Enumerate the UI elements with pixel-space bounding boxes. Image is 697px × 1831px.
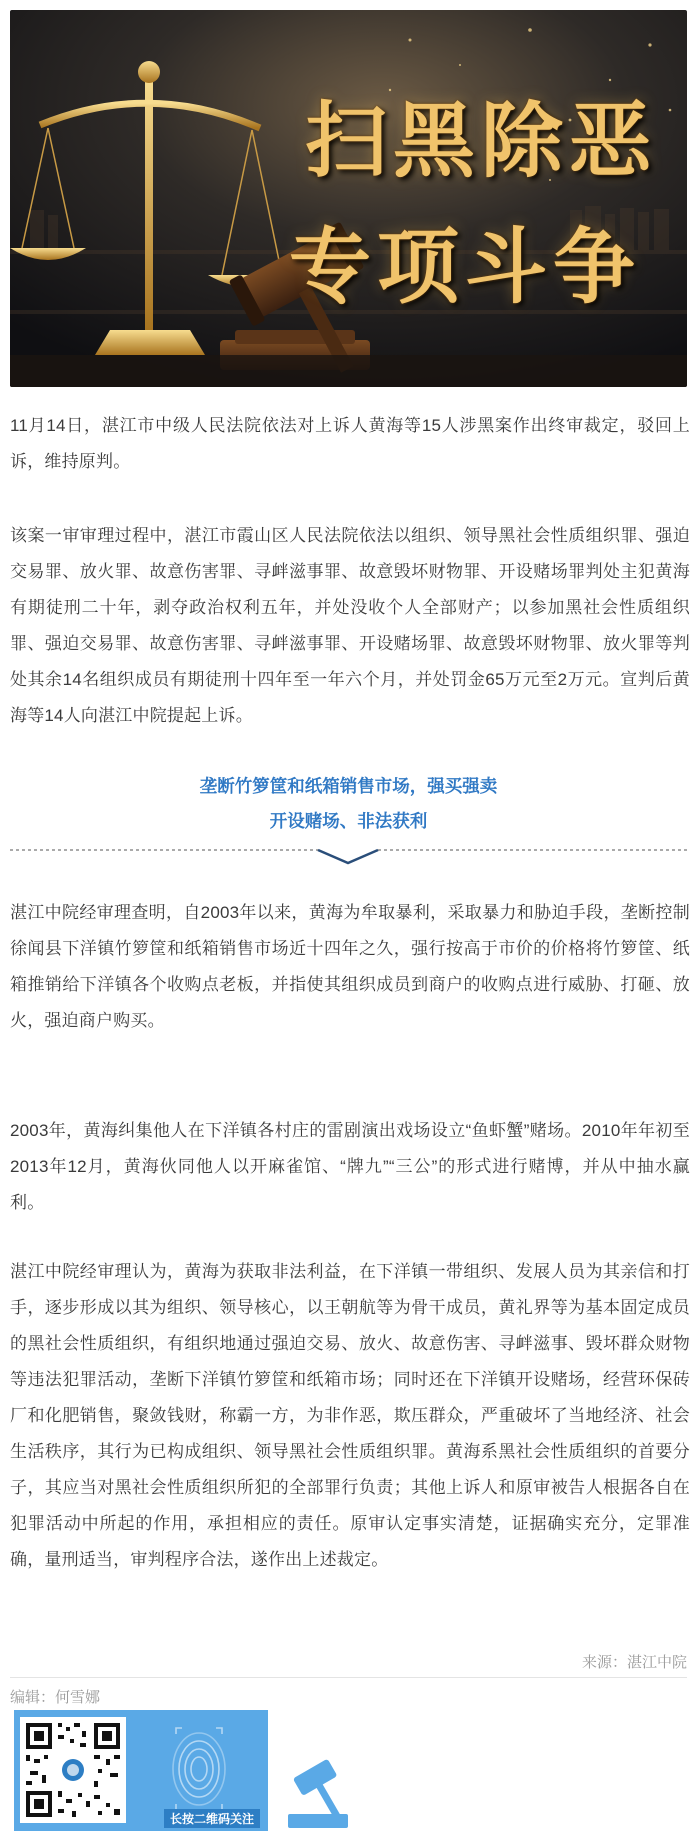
footer-divider bbox=[10, 1677, 687, 1678]
qr-follow-card bbox=[14, 1710, 268, 1831]
article-paragraph: 该案一审审理过程中，湛江市霞山区人民法院依法以组织、领导黑社会性质组织罪、强迫交易罪、放火罪、故意伤害罪、寻衅滋事罪、故意毁坏财物罪、开设赌场罪判处主犯黄海有期徒刑二十年，剥夺政治权利五年，并处没收个人全部财产；以参加黑社会性质组织罪、强迫交易罪、故意伤害罪、寻衅滋事罪、开设赌场罪、故意毁坏财物罪、放火罪等判处其余14名组织成员有期徒刑十四年至一年六个月，并处罚金65万元至2万元。宣判后黄海等14人向湛江中院提起上诉。 bbox=[10, 526, 690, 725]
banner-title-line2: 专项斗争 bbox=[288, 219, 641, 315]
hero-banner bbox=[10, 10, 687, 387]
section-divider bbox=[10, 848, 687, 866]
section-heading: 垄断竹箩筐和纸箱销售市场，强买强卖 bbox=[199, 776, 498, 796]
fingerprint-icon bbox=[146, 1724, 246, 1814]
editor-credit: 编辑：何雪娜 bbox=[10, 1689, 101, 1706]
banner-background bbox=[10, 10, 687, 387]
article-paragraph: 湛江中院经审理查明，自2003年以来，黄海为牟取暴利，采取暴力和胁迫手段，垄断控制徐闻县下洋镇竹箩筐和纸箱销售市场近十四年之久，强行按高于市价的价格将竹箩筐、纸箱推销给下洋镇各个收购点老板，并指使其组织成员到商户的收购点进行威胁、打砸、放火，强迫商户购买。 bbox=[10, 903, 690, 1030]
article-paragraph: 11月14日，湛江市中级人民法院依法对上诉人黄海等15人涉黑案作出终审裁定，驳回上诉，维持原判。 bbox=[10, 416, 690, 471]
qr-code-icon[interactable] bbox=[20, 1717, 126, 1823]
banner-title-line1: 扫黑除恶 bbox=[304, 93, 657, 189]
chevron-down-icon bbox=[318, 850, 378, 863]
article-paragraph: 湛江中院经审理认为，黄海为获取非法利益，在下洋镇一带组织、发展人员为其亲信和打手，逐步形成以其为组织、领导核心，以王朝航等为骨干成员，黄礼界等为基本固定成员的黑社会性质组织，有组织地通过强迫交易、放火、故意伤害、寻衅滋事、毁坏群众财物等违法犯罪活动，垄断下洋镇竹箩筐和纸箱市场；同时还在下洋镇开设赌场，经营环保砖厂和化肥销售，聚敛钱财，称霸一方，为非作恶，欺压群众，严重破坏了当地经济、社会生活秩序，其行为已构成组织、领导黑社会性质组织罪。黄海系黑社会性质组织的首要分子，其应当对黑社会性质组织所犯的全部罪行负责；其他上诉人和原审被告人根据各自在犯罪活动中所起的作用，承担相应的责任。原审认定事实清楚，证据确实充分，定罪准确，量刑适当，审判程序合法，遂作出上述裁定。 bbox=[10, 1262, 690, 1569]
article-paragraph: 2003年，黄海纠集他人在下洋镇各村庄的雷剧演出戏场设立“鱼虾蟹”赌场。2010年年初至2013年12月，黄海伙同他人以开麻雀馆、“牌九”“三公”的形式进行赌博，并从中抽水赢利。 bbox=[10, 1121, 690, 1212]
section-heading: 开设赌场、非法获利 bbox=[269, 811, 428, 831]
source-credit: 来源：湛江中院 bbox=[581, 1654, 687, 1671]
gavel-icon bbox=[284, 1752, 354, 1831]
qr-caption: 长按二维码关注 bbox=[164, 1809, 260, 1828]
